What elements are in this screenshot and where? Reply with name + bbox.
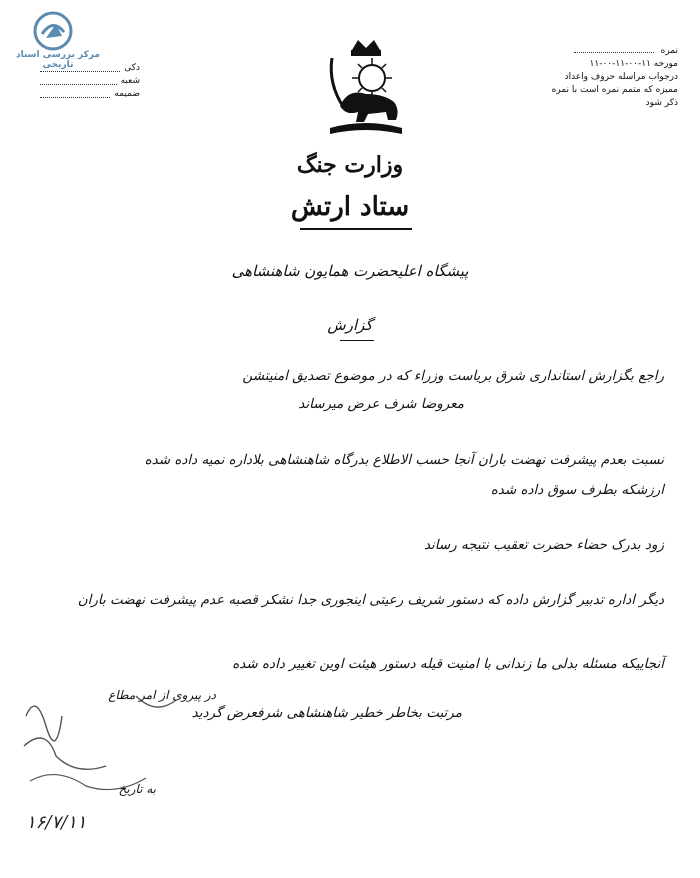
meta-annex-label: ضمیمه	[114, 89, 140, 99]
margin-date: ۱۶/۷/۱۱	[26, 812, 87, 833]
meta-division-label: شعبه	[120, 76, 140, 86]
meta-date-label: دکی	[124, 63, 140, 73]
meta-instruction-3: ذکر شود	[645, 98, 678, 108]
body-line-6: دیگر اداره تدبیر گزارش داده که دستور شریف رعیتی اینجوری جدا نشکر قصبه عدم پیشرفت نهضت باران	[77, 592, 664, 608]
body-line-2: معروضا شرف عرض میرساند	[298, 396, 464, 412]
report-title-underline	[340, 340, 374, 341]
body-line-1: راجع بگزارش استانداری شرق بریاست وزراء که در موضوع تصدیق امنیتشن	[242, 368, 664, 384]
staff-heading-underline	[300, 228, 412, 230]
body-line-5: زود بدرک حضاء حضرت تعقیب نتیجه رساند	[423, 537, 664, 553]
body-line-7: آنجاییکه مسئله بدلی ما زندانی با امنیت قیله دستور هیئت اوین تغییر داده شده	[232, 656, 664, 672]
meta-instruction-1: درجواب مراسله حروف واعداد	[564, 72, 678, 82]
lion-and-sun-emblem-icon	[318, 36, 414, 140]
report-title: گزارش	[327, 316, 373, 334]
meta-instruction-2: ممیزه که متمم نمره است با نمره	[551, 85, 678, 95]
body-line-4: ارزشکه بطرف سوق داده شده	[490, 482, 664, 498]
salutation: پیشگاه اعلیحضرت همایون شاهنشاهی	[231, 262, 469, 280]
meta-number-row	[538, 45, 678, 58]
staff-heading: ستاد ارتش	[290, 192, 410, 222]
meta-date-row	[40, 62, 140, 75]
meta-dated-row	[538, 58, 678, 71]
meta-right-block	[538, 45, 678, 110]
archive-logo-icon	[32, 10, 74, 52]
archive-watermark-text: مرکز بررسی اسناد تاریخی	[16, 50, 100, 70]
meta-division-row	[40, 75, 140, 88]
margin-note-text-2: به تاریخ	[118, 782, 156, 796]
margin-annotation-strokes	[16, 686, 216, 806]
meta-annex-row	[40, 88, 140, 101]
ministry-heading: وزارت جنگ	[296, 152, 404, 178]
margin-note-text-1: در پیروی از امر مطاع	[108, 688, 216, 702]
body-line-8: مرتبت بخاطر خطیر شاهنشاهی شرفعرض گردید	[191, 705, 462, 721]
meta-number-label: نمره	[660, 46, 678, 56]
meta-dated-value: ۱۱-۰۰-۱۱-۰۰-۱۱	[589, 59, 651, 69]
meta-left-block	[40, 62, 140, 101]
body-line-3: نسبت بعدم پیشرفت نهضت باران آنجا حسب الاطلاع بدرگاه شاهنشاهی بلاداره نمیه داده شده	[144, 452, 664, 468]
meta-dated-label: مورخه	[653, 59, 678, 69]
